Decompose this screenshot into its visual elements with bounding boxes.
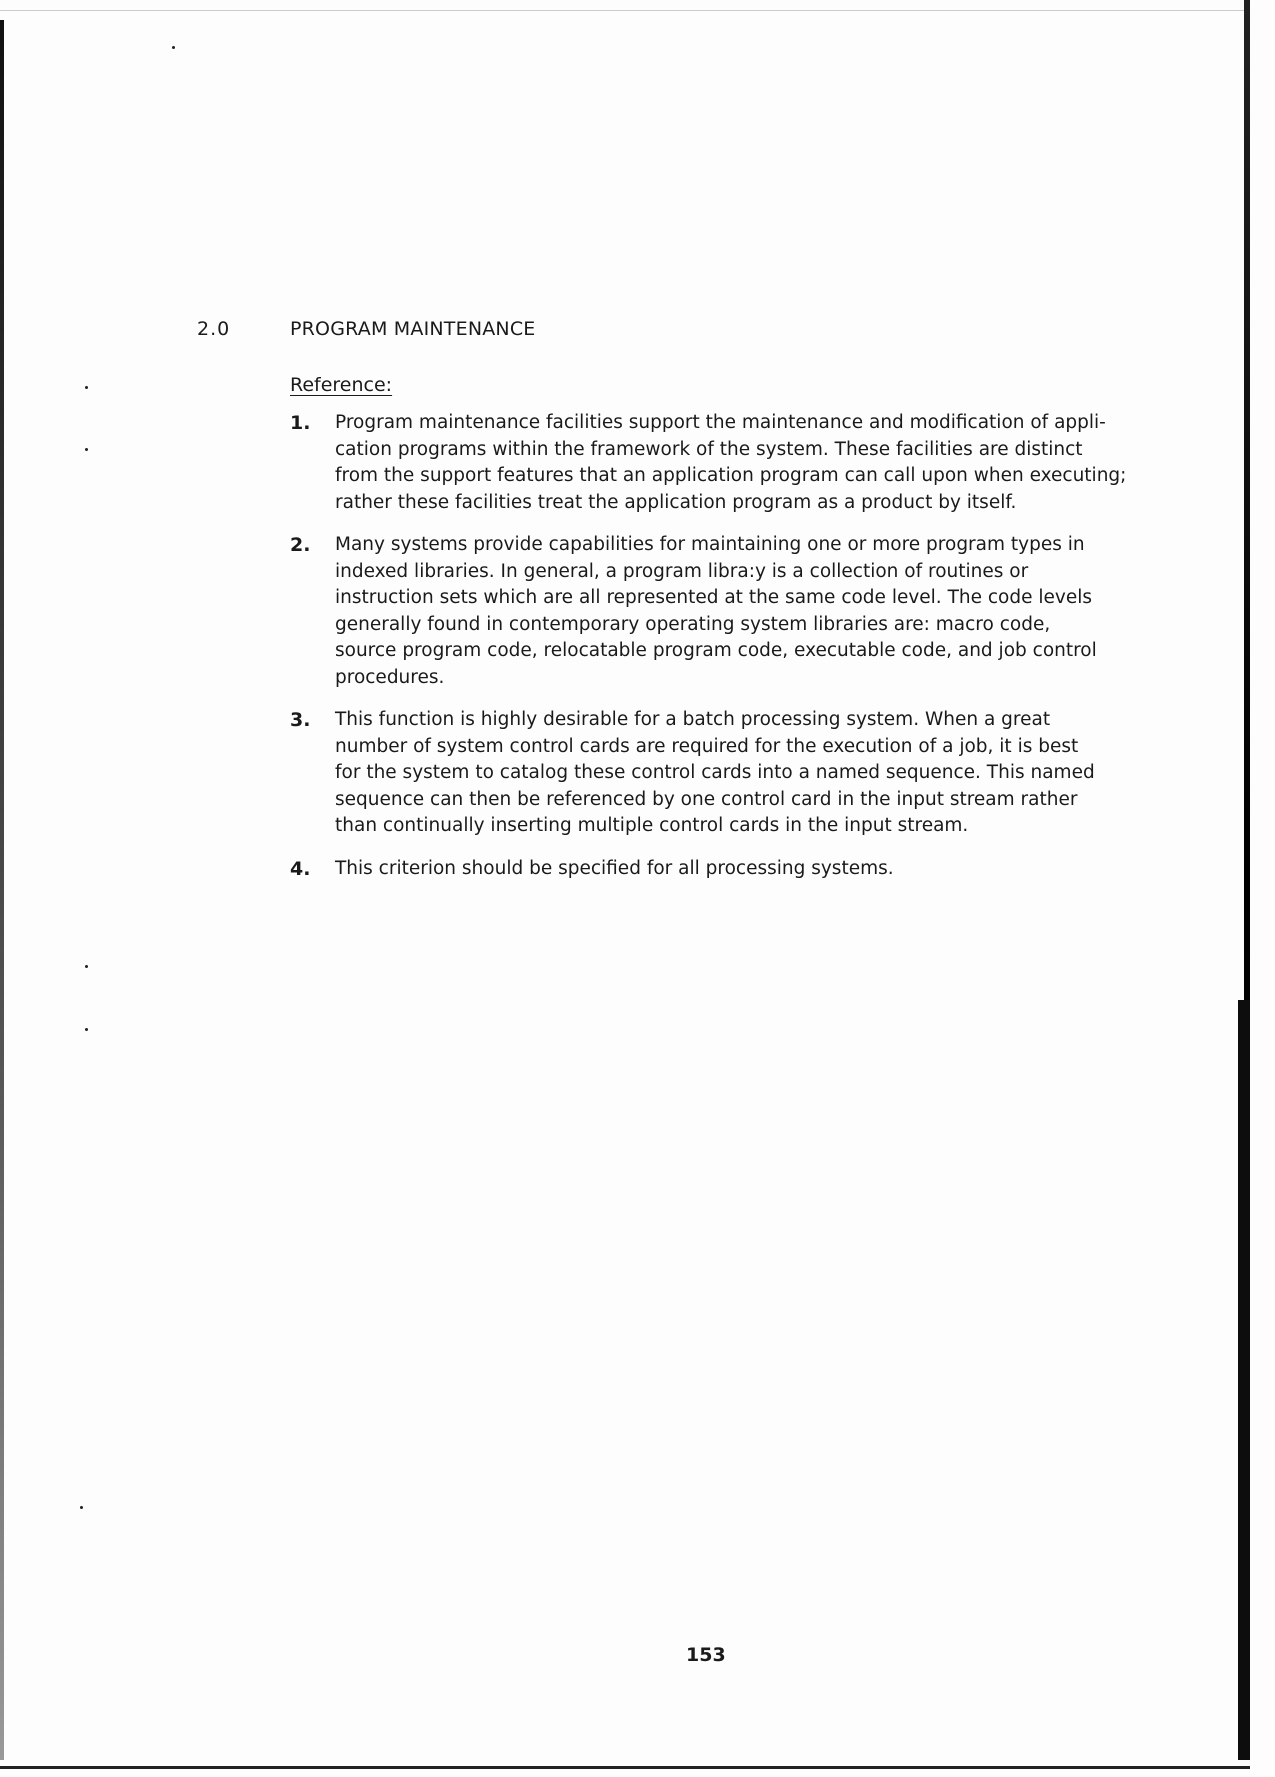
list-item xyxy=(290,856,1150,883)
scan-edge-bottom xyxy=(0,1766,1250,1769)
section-title: PROGRAM MAINTENANCE xyxy=(290,318,536,340)
item-text: Many systems provide capabilities for maintaining one or more program types in indexed libraries. In general, a program libra:y is a collection of routines or instruction sets which are all represented at the same code level. The code levels generally found in contemporary operating system libraries are: macro code, source program code, relocatable program code, executable code, and job control procedures. xyxy=(335,534,1097,688)
item-text: Program maintenance facilities support the maintenance and modification of appli- cation programs within the framework of the system. These facilities are distinct from the support features that an application program can call upon when executing; rather these facilities treat the application program as a product by itself. xyxy=(335,412,1127,513)
scan-speck xyxy=(80,1506,83,1509)
scan-speck xyxy=(85,386,88,389)
item-number: 1. xyxy=(290,412,311,434)
scan-edge-left xyxy=(0,20,4,1760)
item-text: This criterion should be specified for all processing systems. xyxy=(335,857,894,879)
item-number: 2. xyxy=(290,534,311,556)
scan-edge-right-shadow xyxy=(1238,1000,1250,1760)
page-number: 153 xyxy=(686,1644,726,1666)
scan-edge-top xyxy=(0,10,1250,11)
scan-speck xyxy=(85,1028,88,1031)
scan-speck xyxy=(85,448,88,451)
list-item xyxy=(290,532,1150,691)
item-text: This function is highly desirable for a batch processing system. When a great number of system control cards are required for the execution of a job, it is best for the system to catalog these control cards into a named sequence. This named sequence can then be referenced by one control card in the input stream rather than continually inserting multiple control cards in the input stream. xyxy=(335,709,1095,836)
list-item xyxy=(290,707,1150,840)
reference-label: Reference: xyxy=(290,374,393,396)
item-number: 3. xyxy=(290,709,311,731)
reference-list xyxy=(290,410,1150,898)
item-number: 4. xyxy=(290,857,311,880)
section-number: 2.0 xyxy=(197,318,231,340)
scan-speck xyxy=(172,46,175,49)
list-item xyxy=(290,410,1150,516)
scan-speck xyxy=(85,965,88,968)
